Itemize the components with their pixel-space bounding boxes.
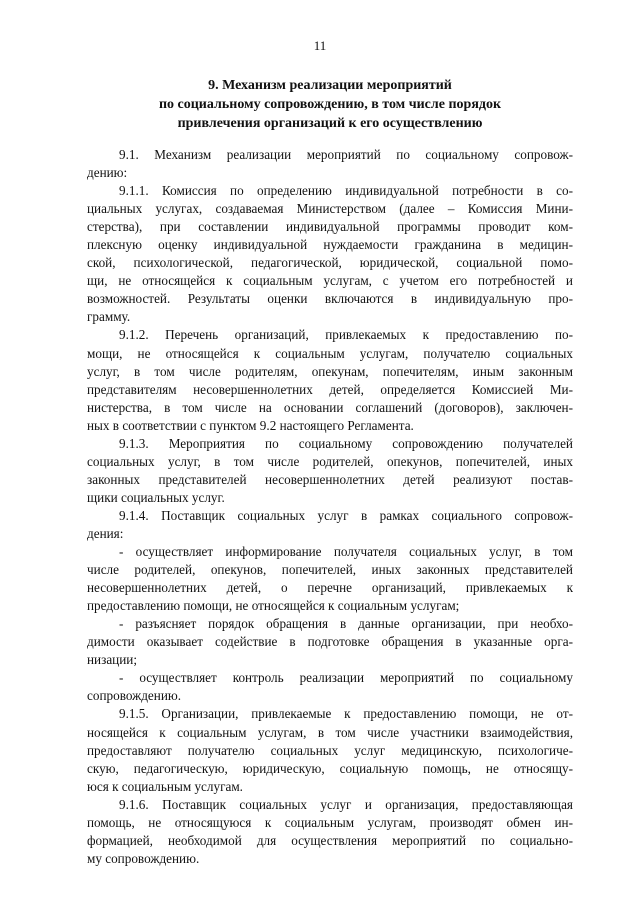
- text-line: юся к социальным услугам.: [87, 778, 243, 794]
- text-line: формацией, необходимой для осуществления мероприятий по социально-: [87, 832, 573, 848]
- text-line: плексную оценку индивидуальной нуждаемости гражданина в медицин-: [87, 237, 573, 253]
- text-line: нистерства, в том числе на основании соглашений (договоров), заключен-: [87, 399, 573, 415]
- text-line: му сопровождению.: [87, 850, 200, 866]
- text-line: циальных услугах, создаваемая Министерством (далее – Комиссия Мини-: [87, 201, 573, 217]
- text-line: сопровождению.: [87, 688, 182, 704]
- text-line: 9.1.2. Перечень организаций, привлекаемых к предоставлению по-: [119, 327, 573, 343]
- text-line: щи, не относящейся к социальным услугам, с учетом его потребностей и: [87, 273, 573, 289]
- page-number: 11: [313, 38, 327, 53]
- text-line: мощи, не относящейся к социальным услугам, получателю социальных: [87, 345, 573, 361]
- text-line: димости оказывает содействие в подготовке обращения в указанные орга-: [87, 634, 573, 650]
- text-line: услуг, в том числе родителям, опекунам, попечителям, иным законным: [87, 363, 573, 379]
- section-title-line: 9. Механизм реализации мероприятий: [208, 78, 452, 93]
- text-line: несовершеннолетних детей, о перечне организаций, привлекаемых к: [87, 580, 573, 596]
- section-title: [80, 76, 580, 133]
- text-line: предоставляют получателю социальных услуг медицинскую, психологиче-: [87, 742, 573, 758]
- text-line: носящейся к социальным услугам, в том числе участники взаимодействия,: [87, 724, 573, 740]
- text-line: дению:: [87, 165, 128, 181]
- text-line: 9.1.6. Поставщик социальных услуг и организация, предоставляющая: [119, 796, 573, 812]
- text-line: дения:: [87, 525, 124, 541]
- text-line: стерства), при составлении индивидуальной программы проводит ком-: [87, 219, 573, 235]
- document-body: [87, 146, 573, 868]
- text-line: числе родителей, опекунов, попечителей, иных законных представителей: [87, 562, 573, 578]
- text-line: 9.1.3. Мероприятия по социальному сопровождению получателей: [119, 435, 573, 451]
- text-line: представителям несовершеннолетних детей, определяется Комиссией Ми-: [87, 381, 573, 397]
- text-line: - осуществляет информирование получателя социальных услуг, в том: [119, 544, 573, 560]
- text-line: 9.1.1. Комиссия по определению индивидуальной потребности в со-: [119, 183, 573, 199]
- text-line: законных представителей несовершеннолетних детей реализуют постав-: [87, 471, 573, 487]
- text-line: ных в соответствии с пунктом 9.2 настоящего Регламента.: [87, 417, 414, 433]
- text-line: 9.1.5. Организации, привлекаемые к предоставлению помощи, не от-: [119, 706, 573, 722]
- section-title-line: по социальному сопровождению, в том числе порядок: [158, 97, 502, 112]
- text-line: возможностей. Результаты оценки включаются в индивидуальную про-: [87, 291, 573, 307]
- text-line: ской, психологической, педагогической, юридической, социальной помо-: [87, 255, 573, 271]
- text-line: скую, педагогическую, юридическую, социальную помощь, не относящу-: [87, 760, 573, 776]
- text-line: предоставлению помощи, не относящейся к социальным услугам;: [87, 598, 460, 614]
- text-line: помощь, не относящуюся к социальным услугам, производят обмен ин-: [87, 814, 573, 830]
- section-title-line: привлечения организаций к его осуществлению: [177, 116, 483, 131]
- text-line: низации;: [87, 652, 138, 668]
- text-line: социальных услуг, в том числе родителей, опекунов, попечителей, иных: [87, 453, 573, 469]
- text-line: 9.1.4. Поставщик социальных услуг в рамках социального сопровож-: [119, 507, 573, 523]
- text-line: - осуществляет контроль реализации мероприятий по социальному: [119, 670, 573, 686]
- text-line: - разъясняет порядок обращения в данные организации, при необхо-: [119, 616, 573, 632]
- text-line: щики социальных услуг.: [87, 489, 225, 505]
- text-line: 9.1. Механизм реализации мероприятий по социальному сопровож-: [119, 147, 573, 162]
- text-line: грамму.: [87, 309, 131, 325]
